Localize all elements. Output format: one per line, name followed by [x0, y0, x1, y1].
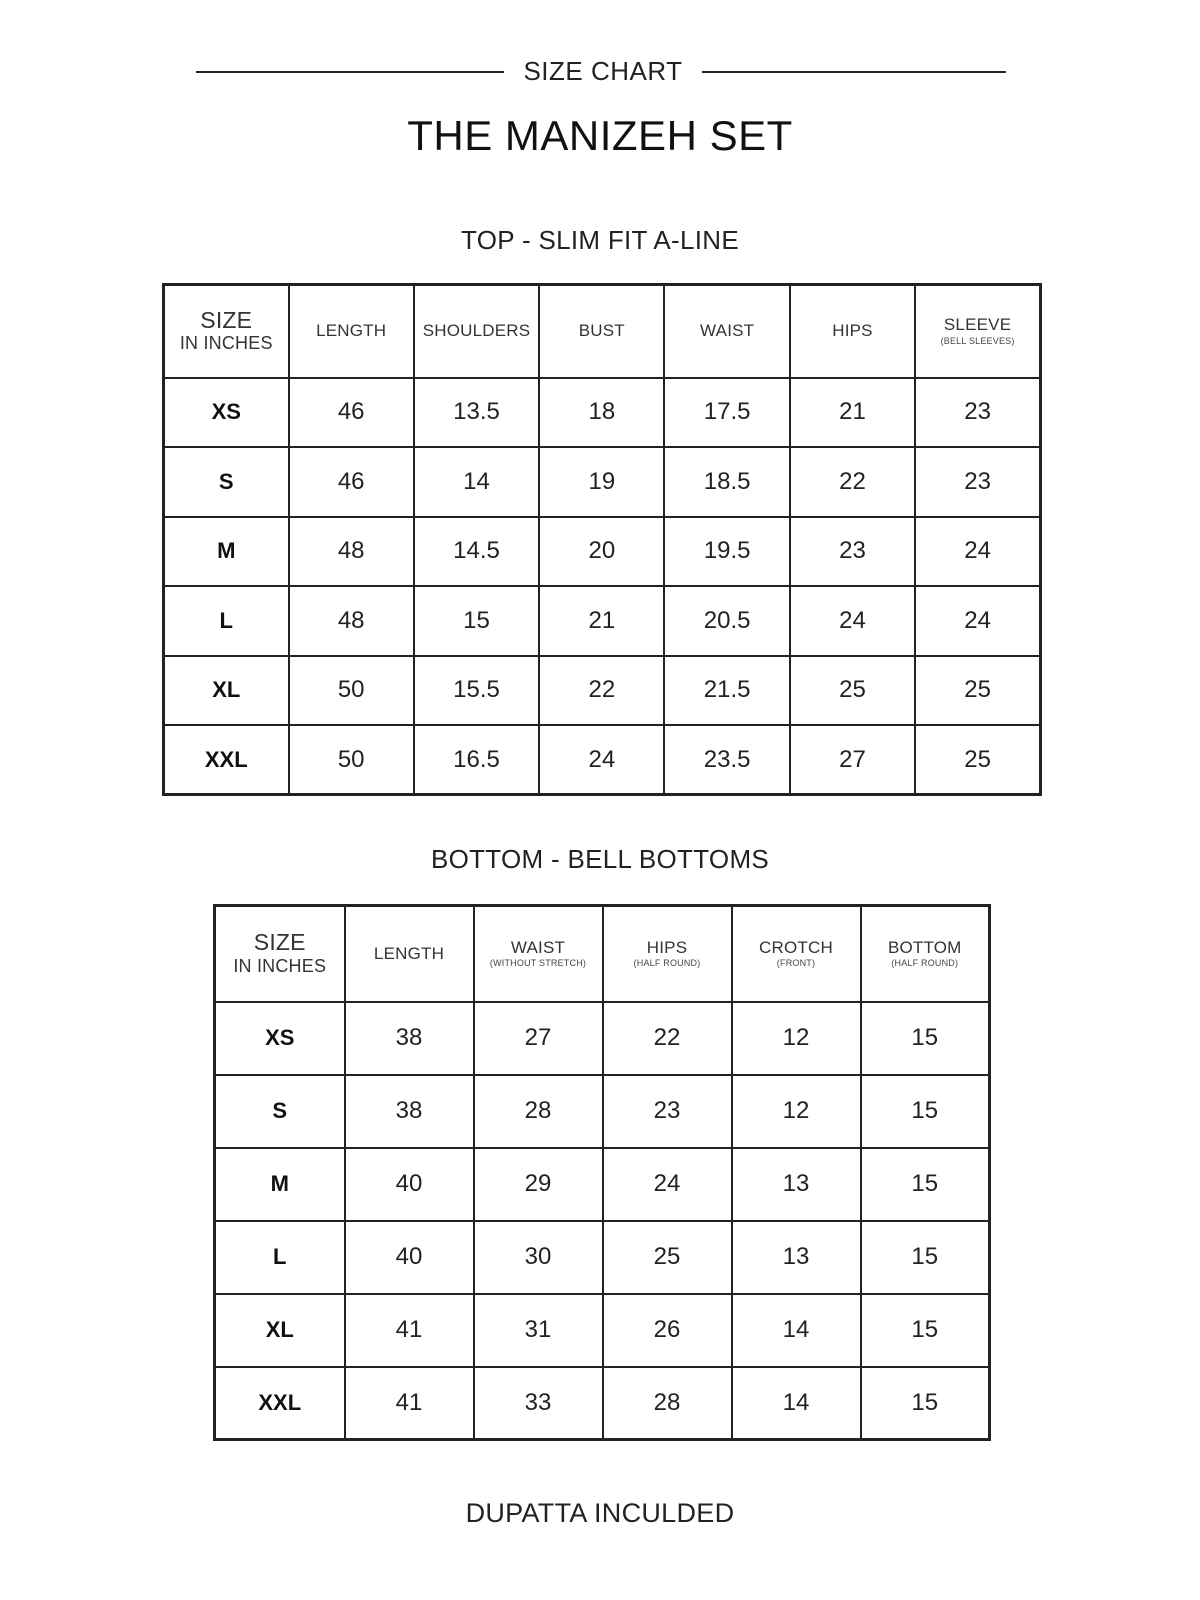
measurement-cell: 46 [289, 447, 414, 517]
measurement-cell: 21.5 [664, 656, 789, 726]
measurement-cell: 41 [345, 1294, 474, 1367]
measurement-cell: 46 [289, 378, 414, 448]
column-header-note: (WITHOUT STRETCH) [489, 958, 587, 969]
column-header-note: (BELL SLEEVES) [940, 335, 1015, 346]
column-header [603, 906, 732, 1002]
table-row [164, 725, 1041, 795]
size-cell: L [215, 1221, 345, 1294]
measurement-cell: 24 [603, 1148, 732, 1221]
table-row [215, 1002, 990, 1075]
column-header-label: SHOULDERS [422, 321, 531, 341]
table-row [164, 656, 1041, 726]
measurement-cell: 28 [603, 1367, 732, 1440]
measurement-cell: 15 [861, 1075, 990, 1148]
column-header [861, 906, 990, 1002]
column-header-note: (HALF ROUND) [633, 958, 701, 969]
measurement-cell: 14 [414, 447, 539, 517]
bottom-section-title: BOTTOM - BELL BOTTOMS [430, 844, 770, 874]
measurement-cell: 27 [474, 1002, 603, 1075]
measurement-cell: 17.5 [664, 378, 789, 448]
header-rule-left [196, 71, 504, 73]
measurement-cell: 20 [539, 517, 664, 587]
size-column-header [164, 285, 289, 378]
measurement-cell: 18.5 [664, 447, 789, 517]
measurement-cell: 24 [915, 517, 1040, 587]
measurement-cell: 13 [732, 1148, 861, 1221]
size-header-unit: IN INCHES [179, 333, 273, 354]
column-header [474, 906, 603, 1002]
column-header-label: BOTTOM [887, 937, 962, 957]
table-row [215, 1148, 990, 1221]
column-header [289, 285, 414, 378]
size-cell: XXL [164, 725, 289, 795]
measurement-cell: 31 [474, 1294, 603, 1367]
measurement-cell: 33 [474, 1367, 603, 1440]
table-row [215, 1221, 990, 1294]
measurement-cell: 16.5 [414, 725, 539, 795]
column-header-label: BUST [578, 321, 625, 341]
size-cell: M [164, 517, 289, 587]
size-cell: M [215, 1148, 345, 1221]
measurement-cell: 15 [861, 1221, 990, 1294]
column-header [732, 906, 861, 1002]
measurement-cell: 22 [603, 1002, 732, 1075]
measurement-cell: 13 [732, 1221, 861, 1294]
measurement-cell: 12 [732, 1075, 861, 1148]
column-header [539, 285, 664, 378]
measurement-cell: 24 [915, 586, 1040, 656]
measurement-cell: 27 [790, 725, 915, 795]
measurement-cell: 14.5 [414, 517, 539, 587]
size-cell: XL [215, 1294, 345, 1367]
top-section-title: TOP - SLIM FIT A-LINE [461, 225, 739, 255]
measurement-cell: 38 [345, 1002, 474, 1075]
size-cell: XXL [215, 1367, 345, 1440]
column-header [414, 285, 539, 378]
measurement-cell: 25 [603, 1221, 732, 1294]
measurement-cell: 19.5 [664, 517, 789, 587]
size-cell: L [164, 586, 289, 656]
table-row [164, 517, 1041, 587]
measurement-cell: 30 [474, 1221, 603, 1294]
size-cell: S [215, 1075, 345, 1148]
table-row [215, 1367, 990, 1440]
column-header-label: WAIST [510, 937, 566, 957]
measurement-cell: 38 [345, 1075, 474, 1148]
measurement-cell: 41 [345, 1367, 474, 1440]
size-column-header [215, 906, 345, 1002]
column-header-note: (HALF ROUND) [891, 958, 959, 969]
measurement-cell: 25 [915, 725, 1040, 795]
footer-note: DUPATTA INCULDED [465, 1498, 735, 1528]
page-title: THE MANIZEH SET [407, 112, 793, 159]
measurement-cell: 23 [915, 378, 1040, 448]
column-header-label: SLEEVE [943, 315, 1012, 335]
size-header-label: SIZE [253, 929, 306, 956]
measurement-cell: 25 [790, 656, 915, 726]
column-header-label: HIPS [832, 321, 873, 341]
size-header-unit: IN INCHES [233, 955, 327, 976]
measurement-cell: 21 [790, 378, 915, 448]
column-header-label: WAIST [700, 321, 755, 341]
measurement-cell: 25 [915, 656, 1040, 726]
header-row [164, 285, 1041, 378]
measurement-cell: 23.5 [664, 725, 789, 795]
measurement-cell: 50 [289, 656, 414, 726]
measurement-cell: 15 [861, 1148, 990, 1221]
measurement-cell: 23 [915, 447, 1040, 517]
column-header-label: CROTCH [759, 937, 833, 957]
measurement-cell: 26 [603, 1294, 732, 1367]
size-header-label: SIZE [200, 306, 253, 333]
size-cell: XS [164, 378, 289, 448]
table-row [215, 1075, 990, 1148]
column-header [790, 285, 915, 378]
measurement-cell: 22 [790, 447, 915, 517]
table-row [215, 1294, 990, 1367]
measurement-cell: 50 [289, 725, 414, 795]
measurement-cell: 20.5 [664, 586, 789, 656]
measurement-cell: 12 [732, 1002, 861, 1075]
measurement-cell: 15 [861, 1002, 990, 1075]
size-cell: XL [164, 656, 289, 726]
measurement-cell: 18 [539, 378, 664, 448]
measurement-cell: 23 [603, 1075, 732, 1148]
measurement-cell: 19 [539, 447, 664, 517]
measurement-cell: 15 [414, 586, 539, 656]
column-header-label: LENGTH [373, 943, 445, 963]
bottom-size-table [213, 904, 991, 1441]
measurement-cell: 40 [345, 1221, 474, 1294]
measurement-cell: 23 [790, 517, 915, 587]
measurement-cell: 24 [539, 725, 664, 795]
column-header-label: HIPS [646, 937, 688, 957]
measurement-cell: 40 [345, 1148, 474, 1221]
measurement-cell: 14 [732, 1367, 861, 1440]
column-header-label: LENGTH [316, 321, 387, 341]
column-header [664, 285, 789, 378]
measurement-cell: 48 [289, 517, 414, 587]
measurement-cell: 21 [539, 586, 664, 656]
table-row [164, 586, 1041, 656]
measurement-cell: 48 [289, 586, 414, 656]
measurement-cell: 15 [861, 1294, 990, 1367]
measurement-cell: 29 [474, 1148, 603, 1221]
measurement-cell: 13.5 [414, 378, 539, 448]
column-header-note: (FRONT) [776, 958, 816, 969]
column-header [915, 285, 1040, 378]
measurement-cell: 15 [861, 1367, 990, 1440]
size-chart-label: SIZE CHART [523, 56, 683, 86]
header-row [215, 906, 990, 1002]
header-rule-right [702, 71, 1006, 73]
size-cell: S [164, 447, 289, 517]
size-cell: XS [215, 1002, 345, 1075]
column-header [345, 906, 474, 1002]
measurement-cell: 14 [732, 1294, 861, 1367]
table-row [164, 447, 1041, 517]
top-size-table [162, 283, 1042, 796]
measurement-cell: 15.5 [414, 656, 539, 726]
measurement-cell: 24 [790, 586, 915, 656]
measurement-cell: 22 [539, 656, 664, 726]
measurement-cell: 28 [474, 1075, 603, 1148]
table-row [164, 378, 1041, 448]
